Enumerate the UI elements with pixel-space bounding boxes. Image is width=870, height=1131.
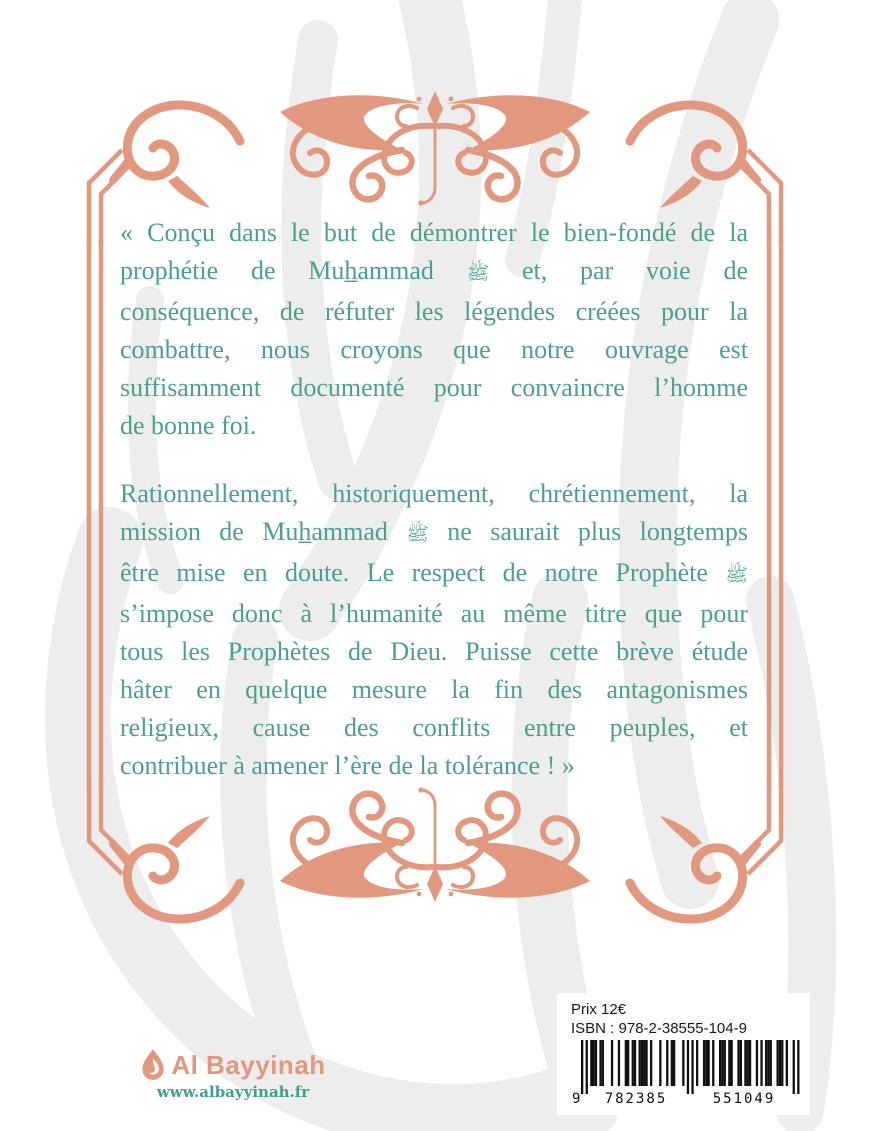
quote-line: Rationnellement, historiquement, chrétiennement, la bbox=[120, 479, 748, 508]
publisher-website: www.albayyinah.fr bbox=[156, 1083, 310, 1101]
publisher-logo-block bbox=[138, 1048, 328, 1101]
price-isbn-panel bbox=[557, 993, 810, 1115]
frame-line-left-inner bbox=[99, 238, 104, 788]
frame-line-left-outer bbox=[87, 238, 92, 788]
paragraph-2 bbox=[120, 475, 748, 785]
publisher-name: Al Bayyinah bbox=[171, 1049, 326, 1080]
quote-line: « Conçu dans le but de démontrer le bien-fondé de la bbox=[120, 218, 748, 247]
quote-line: contribuer à amener l’ère de la tolérance ! » bbox=[120, 751, 575, 780]
paragraph-1 bbox=[120, 214, 748, 445]
barcode-group2: 551049 bbox=[712, 1091, 776, 1106]
quote-line: suffisamment documenté pour convaincre l’homme bbox=[120, 373, 748, 402]
quote-line: être mise en doute. Le respect de notre Prophète ﷺ bbox=[120, 558, 748, 587]
quote-line: s’impose donc à l’humanité au même titre que pour bbox=[120, 599, 748, 628]
isbn-label: ISBN : 978-2-38555-104-9 bbox=[571, 1020, 747, 1037]
quote-line: prophétie de Muh̲ammad ﷺ et, par voie de bbox=[120, 256, 749, 285]
pbuh-calligraphy-icon: ﷺ bbox=[406, 524, 429, 545]
ean13-barcode bbox=[571, 1040, 807, 1106]
quote-line: hâter en quelque mesure la fin des antagonismes bbox=[120, 675, 748, 704]
quote-line: mission de Muh̲ammad ﷺ ne saurait plus longtemps bbox=[120, 517, 749, 546]
price-label: Prix 12€ bbox=[571, 1001, 627, 1018]
frame-line-right-outer bbox=[779, 238, 784, 788]
pbuh-calligraphy-icon: ﷺ bbox=[725, 565, 748, 586]
barcode-digit-left: 9 bbox=[572, 1091, 581, 1106]
barcode-group1: 782385 bbox=[604, 1091, 668, 1106]
quote-text-block bbox=[120, 214, 748, 785]
frame-line-right-inner bbox=[767, 238, 772, 788]
quote-line: combattre, nous croyons que notre ouvrage est bbox=[120, 335, 748, 364]
quote-line: tous les Prophètes de Dieu. Puisse cette brève étude bbox=[120, 637, 748, 666]
quote-line: religieux, cause des conflits entre peuples, et bbox=[120, 713, 748, 742]
pbuh-calligraphy-icon: ﷺ bbox=[466, 263, 490, 284]
quote-line: conséquence, de réfuter les légendes créées pour la bbox=[120, 297, 748, 326]
flame-icon bbox=[140, 1048, 166, 1082]
quote-line: de bonne foi. bbox=[120, 411, 257, 440]
